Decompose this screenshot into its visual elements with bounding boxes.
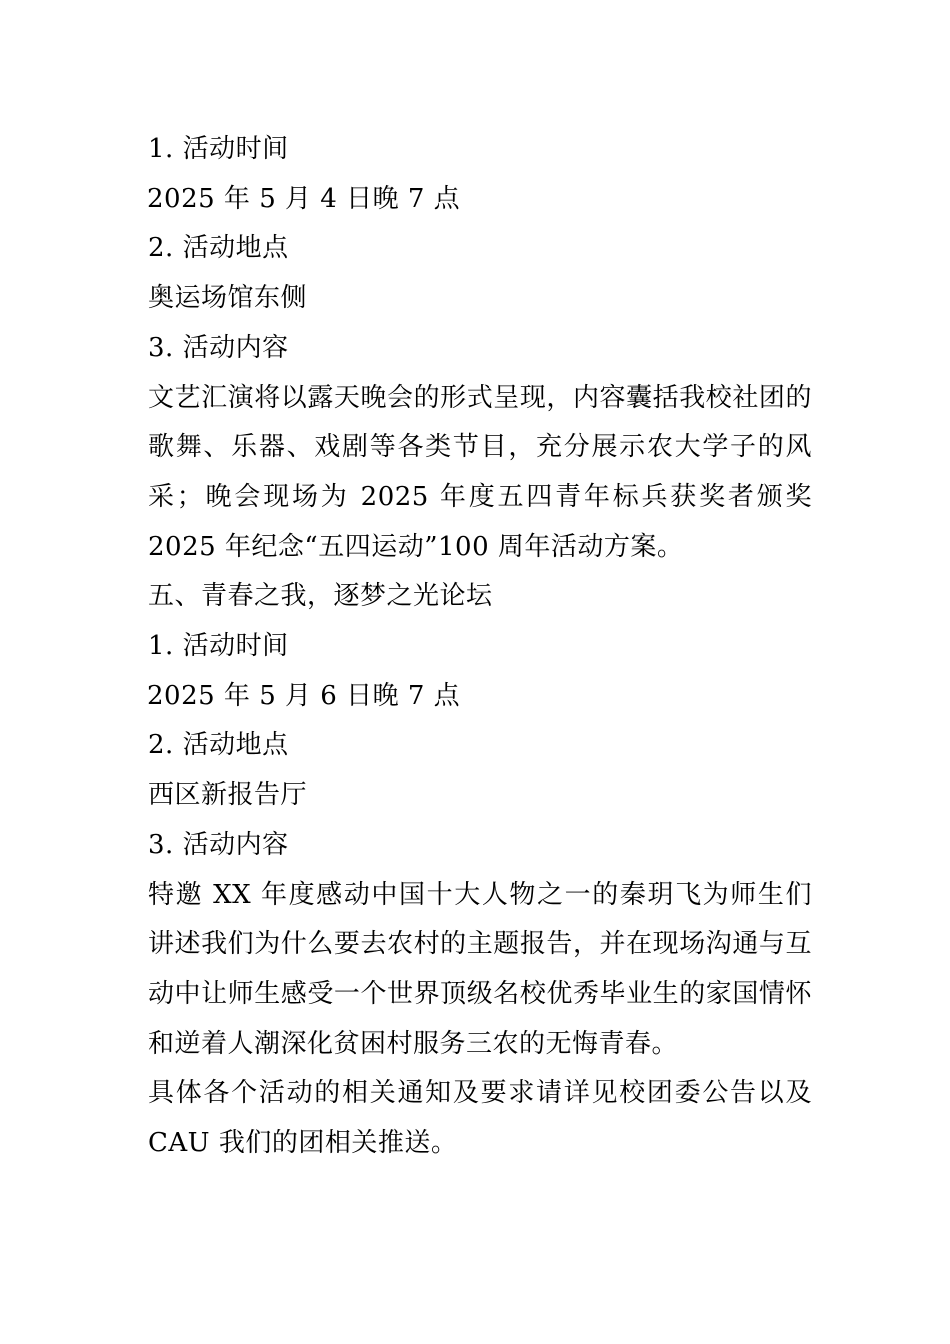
closing-note-paragraph: 具体各个活动的相关通知及要求请详见校团委公告以及 CAU 我们的团相关推送。 bbox=[148, 1078, 812, 1159]
document-body bbox=[140, 125, 812, 1169]
section-heading-activity-location: 2. 活动地点 bbox=[148, 730, 289, 761]
section-heading-activity-content: 3. 活动内容 bbox=[148, 332, 289, 363]
section-heading-activity-time: 1. 活动时间 bbox=[148, 631, 289, 662]
section-title-forum: 五、青春之我，逐梦之光论坛 bbox=[148, 581, 493, 612]
activity-content-paragraph: 特邀 XX 年度感动中国十大人物之一的秦玥飞为师生们讲述我们为什么要去农村的主题报告，并在现场沟通与互动中让师生感受一个世界顶级名校优秀毕业生的家国情怀和逆着人潮深化贫困村服务三农的无悔青春。 bbox=[148, 879, 812, 1059]
section-heading-activity-location: 2. 活动地点 bbox=[148, 233, 289, 264]
activity-content-paragraph: 文艺汇演将以露天晚会的形式呈现，内容囊括我校社团的歌舞、乐器、戏剧等各类节目，充分展示农大学子的风采；晚会现场为 2025 年度五四青年标兵获奖者颁奖 2025 年纪念“五四运动”100 周年活动方案。 bbox=[148, 382, 812, 562]
activity-location-value: 西区新报告厅 bbox=[148, 780, 308, 811]
activity-time-value: 2025 年 5 月 6 日晚 7 点 bbox=[147, 680, 461, 711]
activity-location-value: 奥运场馆东侧 bbox=[148, 283, 308, 314]
section-heading-activity-time: 1. 活动时间 bbox=[148, 134, 289, 164]
activity-time-value: 2025 年 5 月 4 日晚 7 点 bbox=[147, 183, 461, 214]
section-heading-activity-content: 3. 活动内容 bbox=[148, 829, 289, 860]
